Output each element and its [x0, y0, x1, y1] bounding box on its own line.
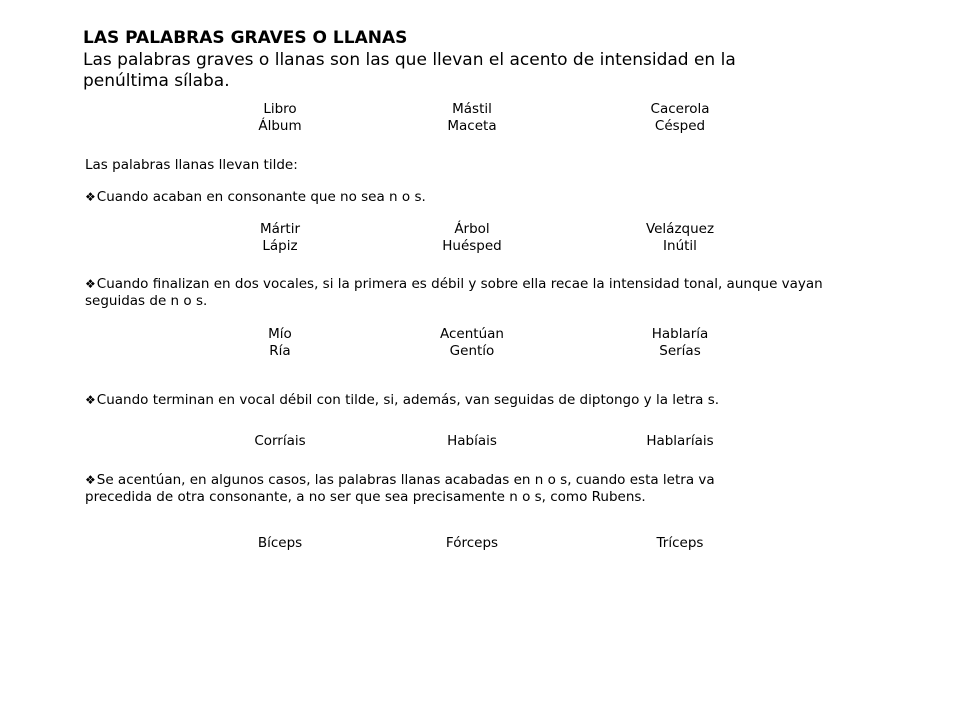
example-word: Fórceps [445, 535, 499, 551]
word-column-2 [392, 433, 552, 450]
word-column-1 [200, 326, 360, 360]
example-word: Bíceps [257, 535, 303, 551]
diamond-bullet-icon: ❖ [85, 473, 96, 487]
word-column-3 [600, 101, 760, 135]
rule-item [85, 276, 860, 310]
example-word: Álbum [258, 118, 302, 134]
tilde-intro: Las palabras llanas llevan tilde: [85, 157, 298, 173]
example-word: Mártir [259, 221, 301, 237]
word-column-1 [200, 221, 360, 255]
example-word: Tríceps [656, 535, 704, 551]
rule-text: Cuando terminan en vocal débil con tilde, si, además, van seguidas de diptongo y la letra s. [96, 392, 720, 408]
example-word: Corríais [254, 433, 306, 449]
rule-item [85, 392, 885, 409]
word-column-2 [392, 101, 552, 135]
word-column-2 [392, 326, 552, 360]
example-word: Velázquez [645, 221, 715, 237]
word-column-3 [600, 326, 760, 360]
example-word: Césped [654, 118, 706, 134]
word-column-3 [600, 433, 760, 450]
diamond-bullet-icon: ❖ [85, 190, 96, 204]
example-word: Hablaría [651, 326, 709, 342]
example-word: Huésped [442, 238, 502, 254]
word-column-2 [392, 535, 552, 552]
rule-text: Se acentúan, en algunos casos, las palabras llanas acabadas en n o s, cuando esta letra va precedida de otra consonante, a no ser que sea precisamente n o s, como Rubens. [85, 472, 715, 505]
example-word: Serías [659, 343, 701, 359]
example-word: Lápiz [262, 238, 298, 254]
rule-item [85, 189, 885, 206]
word-column-3 [600, 221, 760, 255]
example-word: Libro [263, 101, 297, 117]
word-column-3 [600, 535, 760, 552]
example-word: Árbol [454, 221, 490, 237]
example-word: Gentío [449, 343, 495, 359]
word-column-1 [200, 433, 360, 450]
rule-item [85, 472, 785, 506]
page-title: LAS PALABRAS GRAVES O LLANAS [83, 28, 408, 48]
example-word: Ría [269, 343, 291, 359]
example-word: Inútil [663, 238, 697, 254]
example-word: Habíais [447, 433, 497, 449]
example-word: Hablaríais [646, 433, 714, 449]
example-word: Cacerola [650, 101, 710, 117]
word-column-1 [200, 101, 360, 135]
example-word: Mío [268, 326, 292, 342]
example-word: Mástil [452, 101, 492, 117]
diamond-bullet-icon: ❖ [85, 393, 96, 407]
example-word: Maceta [447, 118, 497, 134]
rule-text: Cuando finalizan en dos vocales, si la primera es débil y sobre ella recae la intensidad tonal, aunque vayan seguidas de n o s. [85, 276, 823, 309]
intro-paragraph: Las palabras graves o llanas son las que llevan el acento de intensidad en la penúltima sílaba. [83, 50, 736, 91]
example-word: Acentúan [440, 326, 504, 342]
word-column-2 [392, 221, 552, 255]
rule-text: Cuando acaban en consonante que no sea n o s. [96, 189, 426, 205]
word-column-1 [200, 535, 360, 552]
diamond-bullet-icon: ❖ [85, 277, 96, 291]
